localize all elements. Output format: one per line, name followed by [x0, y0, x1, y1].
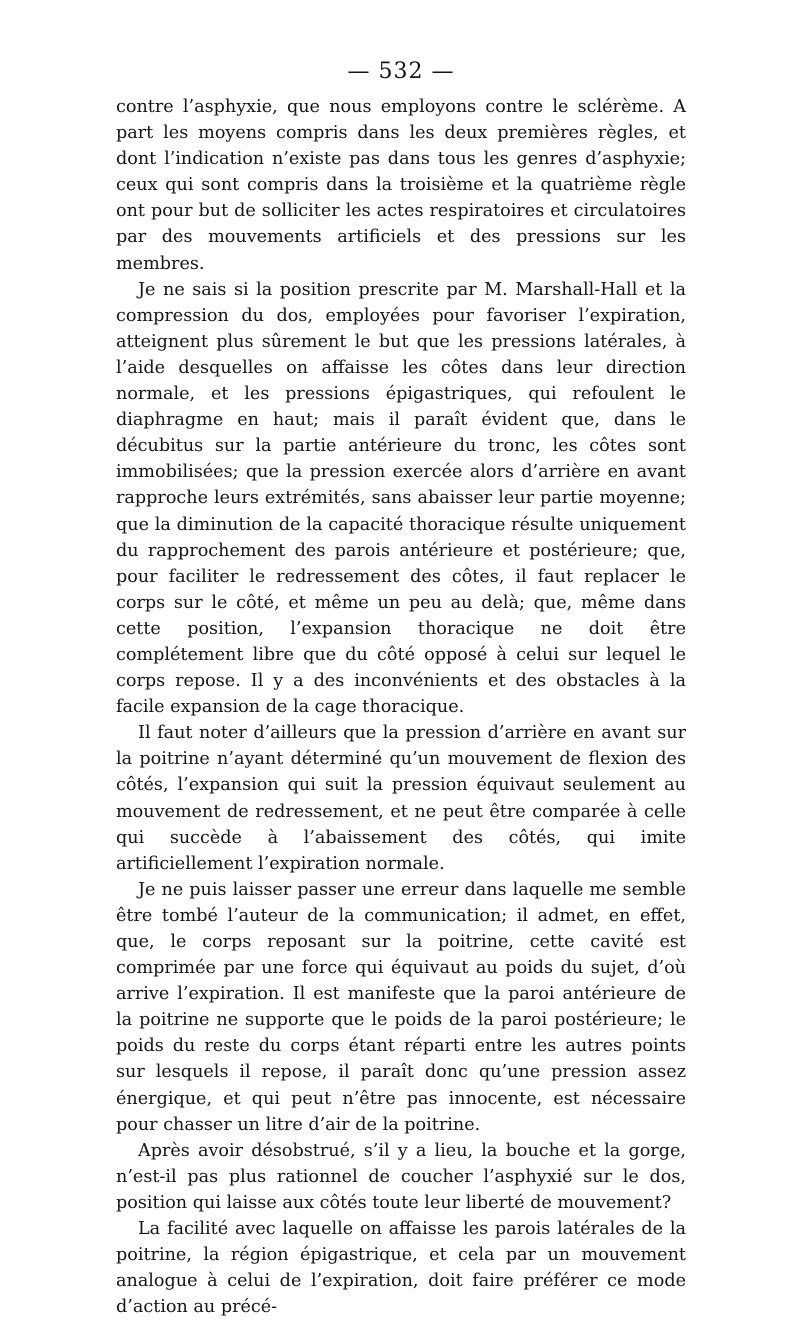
- paragraph-4: Je ne puis laisser passer une erreur dans laquelle me semble être tombé l’auteur de la communication; il admet, en effet, que, le corps reposant sur la poitrine, cette cavité est comprimée par une force qui équivaut au poids du sujet, d’où arrive l’expiration. Il est manifeste que la paroi antérieure de la poitrine ne supporte que le poids de la paroi postérieure; le poids du reste du corps étant réparti entre les autres points sur lesquels il repose, il paraît donc qu’une pression assez énergique, et qui peut n’être pas innocente, est nécessaire pour chasser un litre d’air de la poitrine.: [116, 879, 686, 1135]
- page-number: — 532 —: [347, 59, 455, 84]
- paragraph-1: contre l’asphyxie, que nous employons contre le sclérème. A part les moyens compris dans les deux premières règles, et dont l’indication n’existe pas dans tous les genres d’asphyxie; ceux qui sont compris dans la troisième et la quatrième règle ont pour but de solliciter les actes respiratoires et circulatoires par des mouvements artificiels et des pressions sur les membres.: [116, 97, 686, 274]
- book-page: [116, 58, 686, 1320]
- page-body: [116, 94, 686, 1320]
- paragraph-3: Il faut noter d’ailleurs que la pression d’arrière en avant sur la poitrine n’ayant déterminé qu’un mouvement de flexion des côtés, l’expansion qui suit la pression équivaut seulement au mouvement de redressement, et ne peut être comparée à celle qui succède à l’abaissement des côtés, qui imite artificiellement l’expiration normale.: [116, 723, 686, 874]
- paragraph-6: La facilité avec laquelle on affaisse les parois latérales de la poitrine, la région épigastrique, et cela par un mouvement analogue à celui de l’expiration, doit faire préférer ce mode d’action au précé-: [116, 1219, 686, 1318]
- paragraph-5: Après avoir désobstrué, s’il y a lieu, la bouche et la gorge, n’est-il pas plus rationnel de coucher l’asphyxié sur le dos, position qui laisse aux côtés toute leur liberté de mouvement?: [116, 1140, 686, 1213]
- paragraph-2: Je ne sais si la position prescrite par M. Marshall-Hall et la compression du dos, employées pour favoriser l’expiration, atteignent plus sûrement le but que les pressions latérales, à l’aide desquelles on affaisse les côtes dans leur direction normale, et les pressions épigastriques, qui refoulent le diaphragme en haut; mais il paraît évident que, dans le décubitus sur la partie antérieure du tronc, les côtes sont immobilisées; que la pression exercée alors d’arrière en avant rapproche leurs extrémités, sans abaisser leur partie moyenne; que la diminution de la capacité thoracique résulte uniquement du rapprochement des parois antérieure et postérieure; que, pour faciliter le redressement des côtes, il faut replacer le corps sur le côté, et même un peu au delà; que, même dans cette position, l’expansion thoracique ne doit être complétement libre que du côté opposé à celui sur lequel le corps repose. Il y a des inconvénients et des obstacles à la facile expansion de la cage thoracique.: [116, 279, 686, 718]
